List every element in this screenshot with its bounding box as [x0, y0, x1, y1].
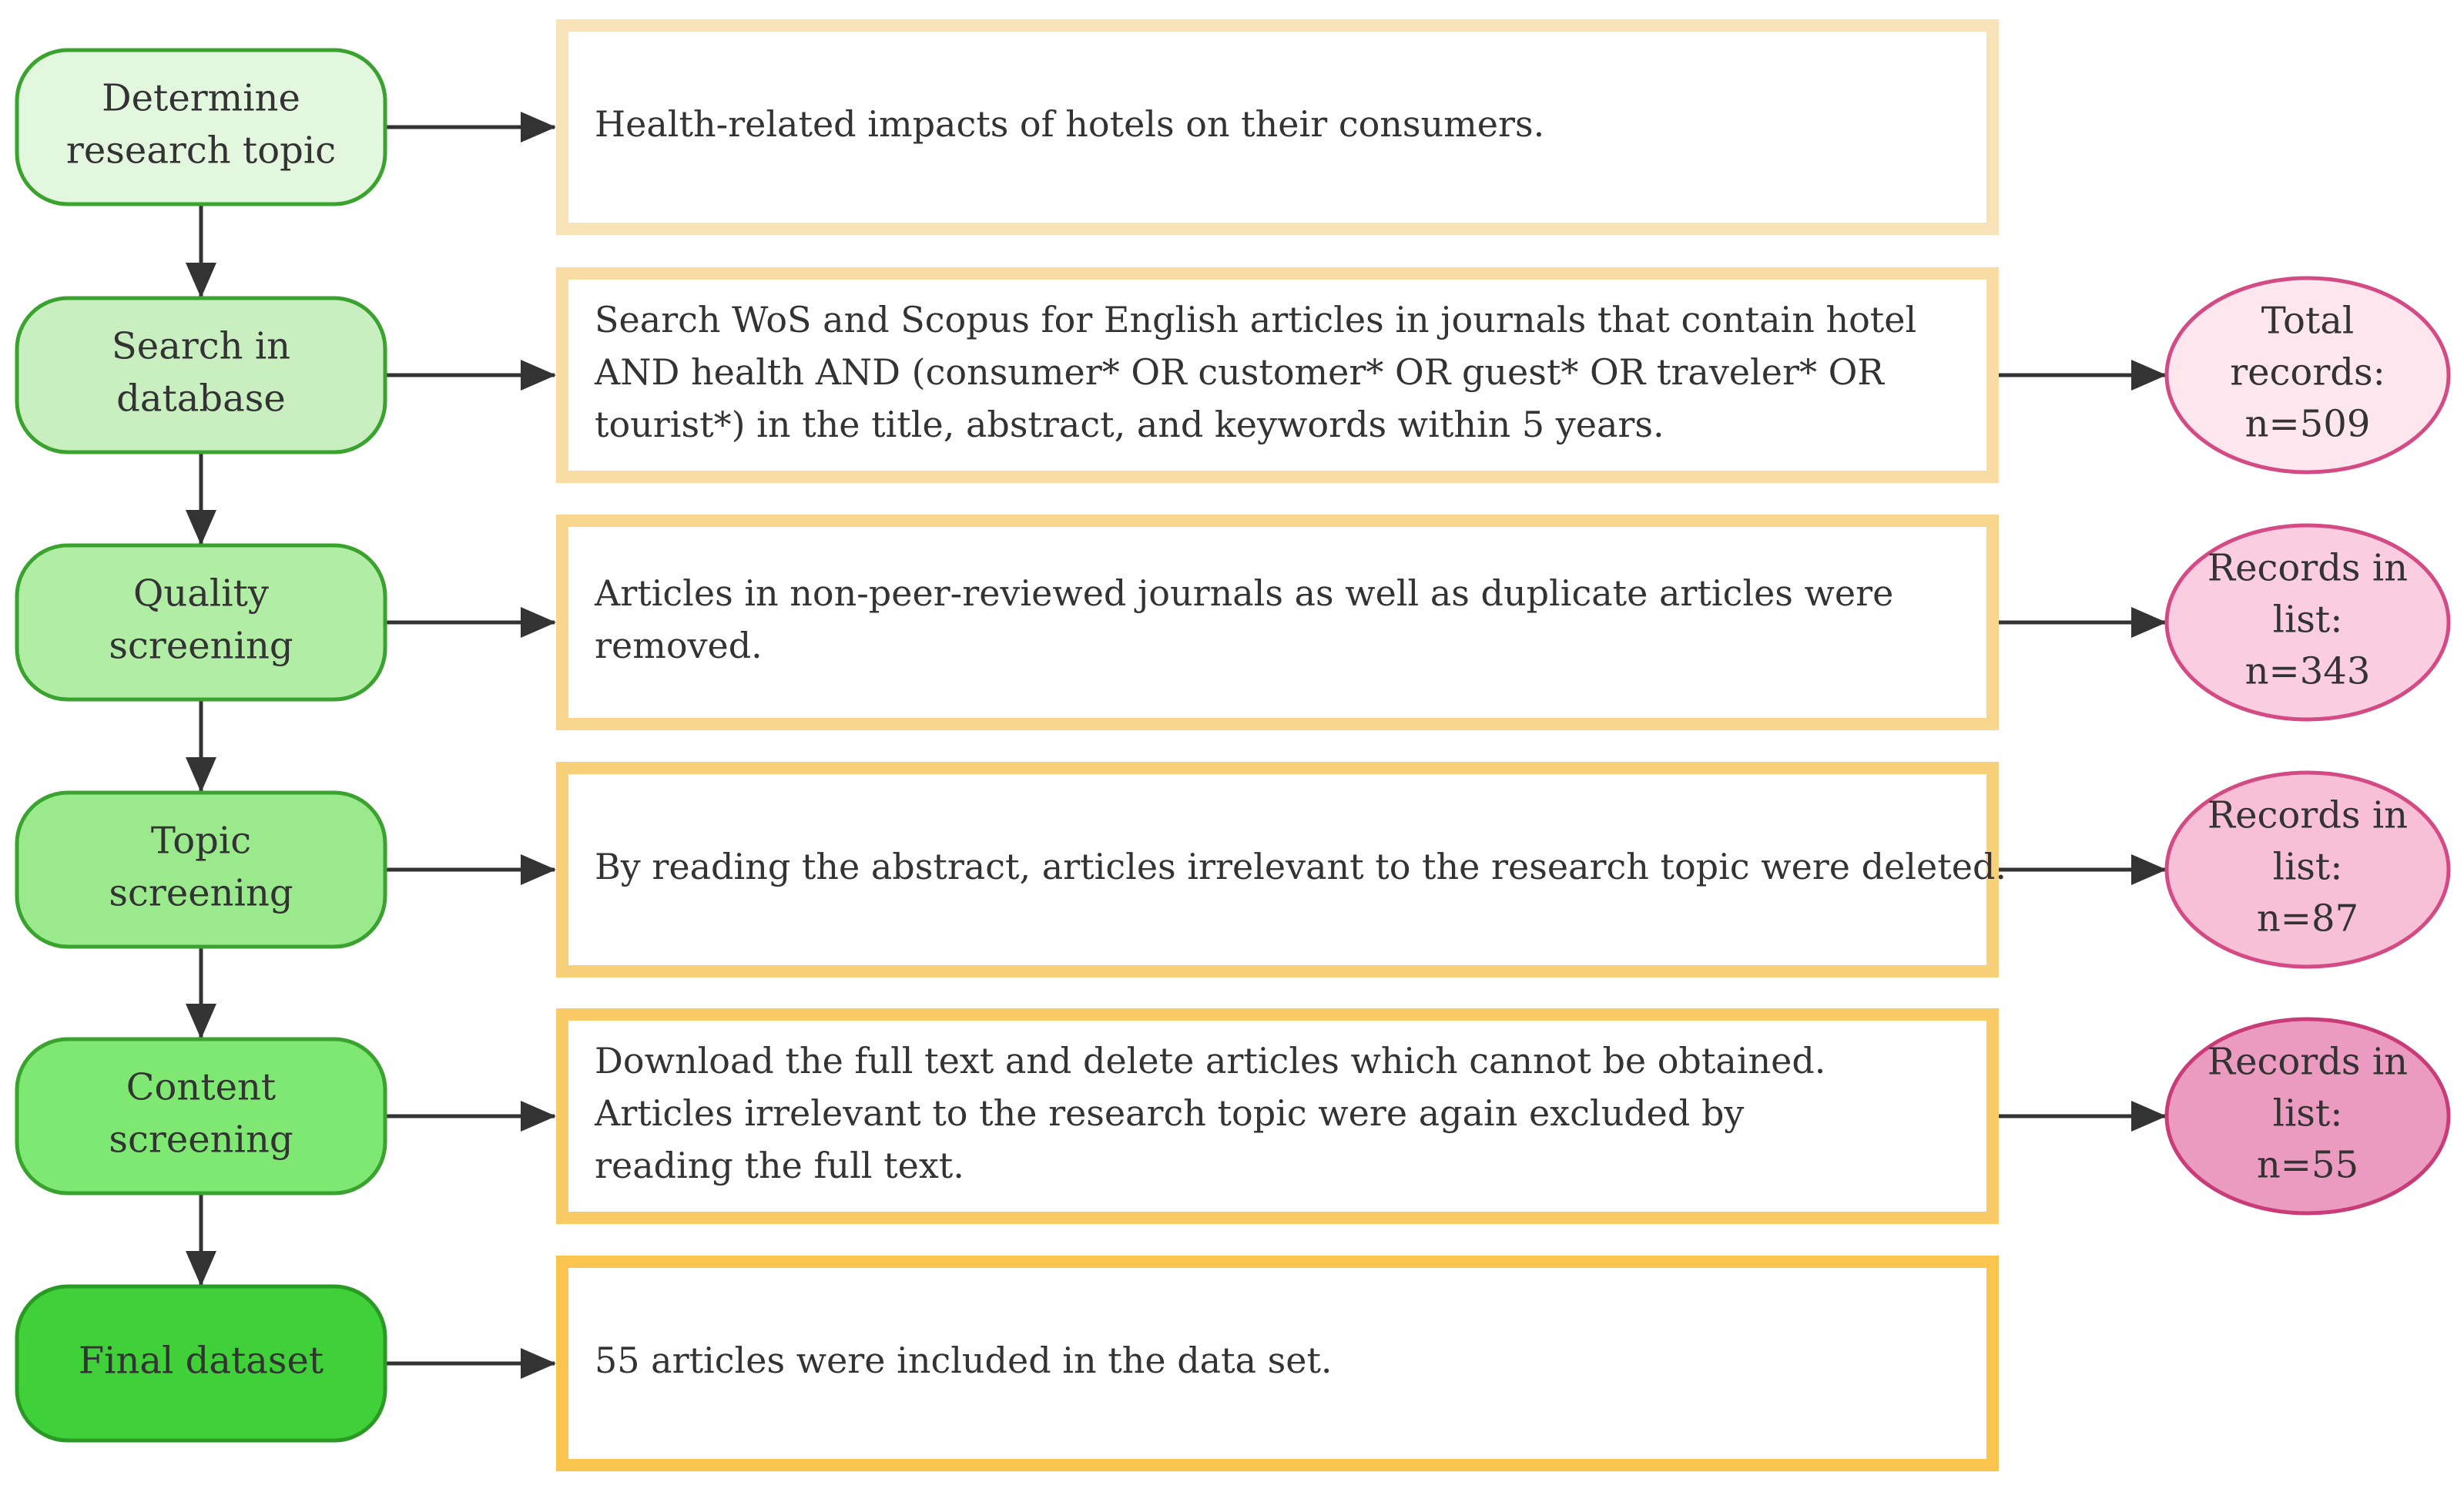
description-2-line-1: Search WoS and Scopus for English articles in journals that contain hotel [595, 299, 1917, 340]
description-box-1 [562, 25, 1993, 229]
step-node-4 [17, 793, 385, 947]
records-2-line-1: Records in [2207, 546, 2409, 590]
step-4-line-1: Topic [150, 819, 252, 863]
records-4-line-3: n=55 [2256, 1143, 2359, 1187]
step-box [17, 545, 385, 699]
description-5-line-2: Articles irrelevant to the research topic were again excluded by [595, 1092, 1745, 1134]
records-4-line-2: list: [2272, 1092, 2343, 1135]
step-node-6 [17, 1286, 385, 1440]
step-box [17, 50, 385, 204]
records-3-line-3: n=87 [2256, 897, 2359, 941]
records-1-line-3: n=509 [2244, 402, 2371, 446]
step-2-line-1: Search in [111, 324, 291, 368]
description-6-line-1: 55 articles were included in the data set. [595, 1340, 1333, 1381]
description-box-2 [562, 273, 1993, 477]
records-count-1 [2167, 278, 2449, 472]
description-frame [562, 521, 1993, 724]
description-2-line-3: tourist*) in the title, abstract, and keywords within 5 years. [595, 404, 1664, 445]
description-box-4 [562, 768, 2006, 971]
records-1-line-2: records: [2230, 350, 2385, 394]
description-box-6 [562, 1262, 1993, 1465]
step-box [17, 793, 385, 947]
nodes [17, 25, 2449, 1465]
records-2-line-3: n=343 [2244, 649, 2371, 693]
step-1-line-2: research topic [65, 129, 337, 173]
records-count-3 [2167, 773, 2449, 967]
step-5-line-2: screening [109, 1118, 293, 1162]
step-node-2 [17, 298, 385, 452]
step-box [17, 1039, 385, 1193]
description-3-line-1: Articles in non-peer-reviewed journals as well as duplicate articles were [595, 572, 1894, 614]
records-4-line-1: Records in [2207, 1040, 2409, 1084]
step-2-line-2: database [116, 377, 286, 421]
description-box-5 [562, 1014, 1993, 1218]
step-node-1 [17, 50, 385, 204]
records-1-line-1: Total [2261, 299, 2355, 343]
step-3-line-1: Quality [133, 572, 269, 615]
records-2-line-2: list: [2272, 598, 2343, 642]
step-6-line-1: Final dataset [78, 1339, 324, 1383]
description-3-line-2: removed. [595, 625, 763, 666]
description-1-line-1: Health-related impacts of hotels on their consumers. [595, 103, 1545, 145]
description-2-line-2: AND health AND (consumer* OR customer* OR guest* OR traveler* OR [595, 351, 1884, 393]
step-1-line-1: Determine [102, 76, 300, 120]
description-box-3 [562, 521, 1993, 724]
step-4-line-2: screening [109, 871, 293, 915]
description-5-line-1: Download the full text and delete articles which cannot be obtained. [595, 1040, 1826, 1082]
step-5-line-1: Content [126, 1065, 277, 1109]
records-3-line-2: list: [2272, 845, 2343, 889]
step-node-5 [17, 1039, 385, 1193]
records-count-2 [2167, 525, 2449, 719]
records-count-4 [2167, 1019, 2449, 1213]
step-3-line-2: screening [109, 624, 293, 668]
description-4-line-1: By reading the abstract, articles irrelevant to the research topic were deleted. [595, 846, 2007, 887]
step-node-3 [17, 545, 385, 699]
records-3-line-1: Records in [2207, 793, 2409, 837]
step-box [17, 298, 385, 452]
description-5-line-3: reading the full text. [595, 1145, 964, 1186]
